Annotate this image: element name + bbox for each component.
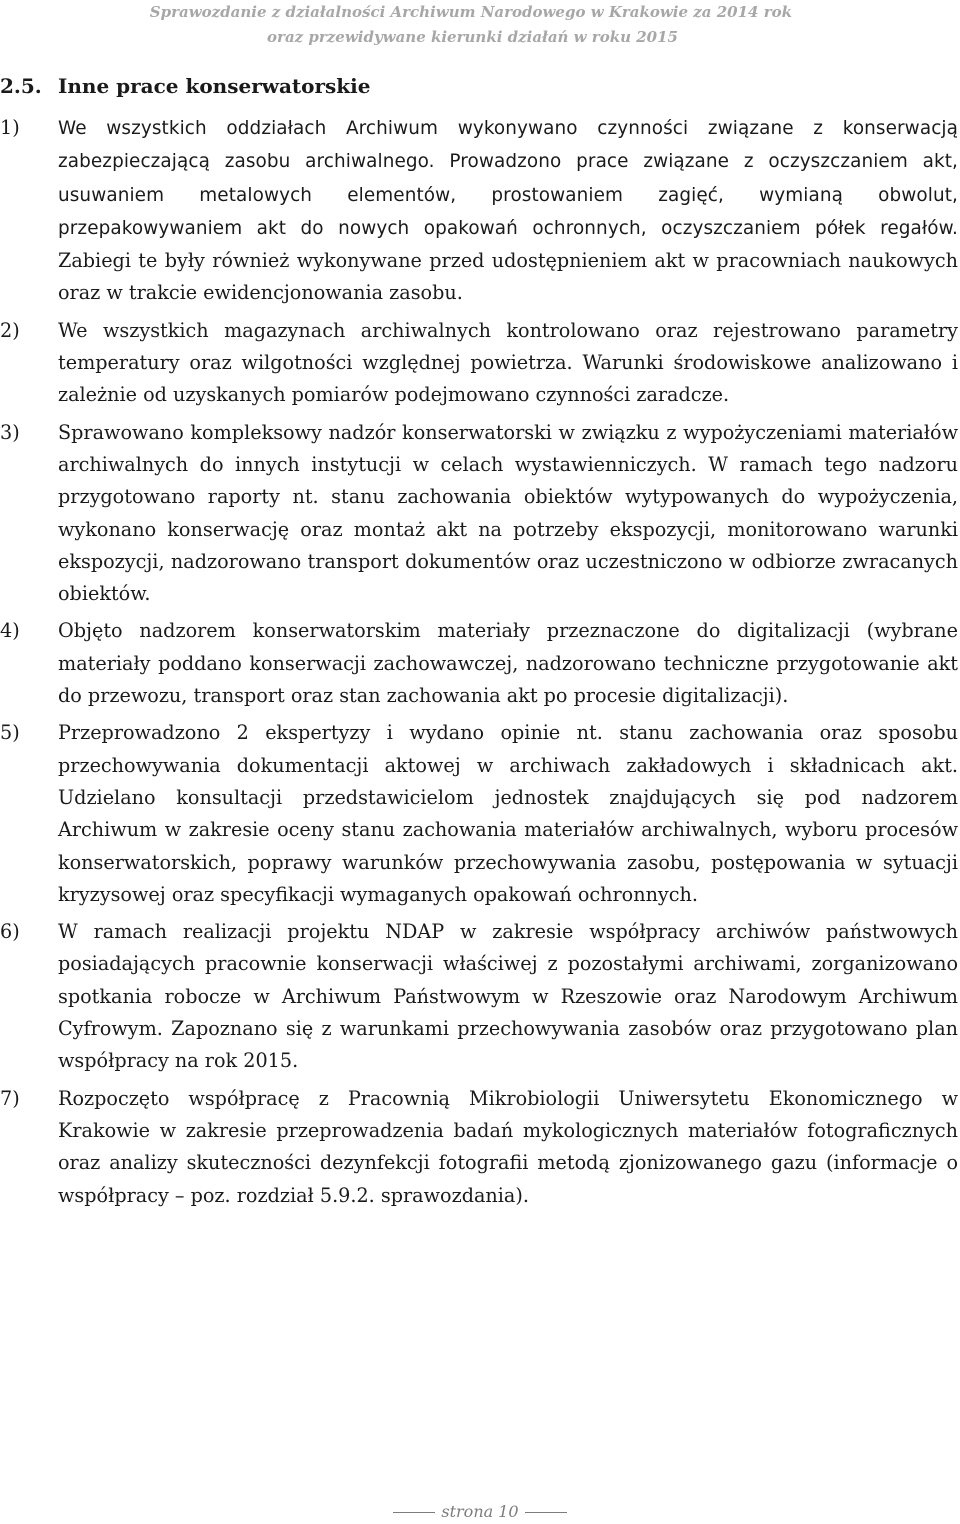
- list-item-text-part: Zabiegi te były również wykonywane przed udostępnieniem akt w pracowniach naukowych oraz w trakcie ewidencjonowania zasobu.: [58, 249, 958, 305]
- footer-dash-left: [393, 1512, 435, 1513]
- list-item-text: Przeprowadzono 2 ekspertyzy i wydano opinie nt. stanu zachowania oraz sposobu przechowywania dokumentacji aktowej w archiwach zakładowych i składnicach akt. Udzielano konsultacji przedstawicielom jednostek znajdujących się pod nadzorem Archiwum w zakresie oceny stanu zachowania materiałów archiwalnych, wyboru procesów konserwatorskich, poprawy warunków przechowywania zasobu, postępowania w sytuacji kryzysowej oraz specyfikacji wymaganych opakowań ochronnych.: [58, 721, 958, 906]
- list-item-text: [58, 315, 958, 412]
- section-title: Inne prace konserwatorskie: [58, 74, 371, 98]
- running-header: [0, 0, 960, 50]
- conservation-work-list: [0, 112, 958, 1217]
- list-item-text: Objęto nadzorem konserwatorskim materiały przeznaczone do digitalizacji (wybrane materiały poddano konserwacji zachowawczej, nadzorowano techniczne przygotowanie akt do przewozu, transport oraz stan zachowania akt po procesie digitalizacji).: [58, 619, 958, 708]
- list-item: [0, 417, 958, 611]
- list-item: [0, 315, 958, 412]
- list-item-text: Sprawowano kompleksowy nadzór konserwatorski w związku z wypożyczeniami materiałów archiwalnych do innych instytucji w celach wystawienniczych. W ramach tego nadzoru przygotowano raporty nt. stanu zachowania obiektów wytypowanych do wypożyczenia, wykonano konserwację oraz montaż akt na potrzeby ekspozycji, monitorowano warunki ekspozycji, nadzorowano transport dokumentów oraz uczestniczono w odbiorze zwracanych obiektów.: [58, 420, 958, 606]
- section-heading: [0, 74, 370, 98]
- list-item: [0, 717, 958, 911]
- list-item-marker: 4): [0, 619, 20, 643]
- list-item-text: W ramach realizacji projektu NDAP w zakresie współpracy archiwów państwowych posiadających pracownie konserwacji właściwej z pozostałymi archiwami, zorganizowano spotkania robocze w Archiwum Państwowym w Rzeszowie oraz Narodowym Archiwum Cyfrowym. Zapoznano się z warunkami przechowywania zasobów oraz przygotowano plan współpracy na rok 2015.: [58, 920, 958, 1073]
- section-number: 2.5.: [0, 74, 42, 98]
- list-item-marker: 2): [0, 318, 20, 342]
- list-item: [0, 112, 958, 310]
- list-item-text-part: We wszystkich magazynach archiwalnych kontrolowano oraz rejestrowano parametry temperatury oraz wilgotności względnej powietrza. Warunki środowiskowe analizowano i zależnie od uzyskanych pomiarów podejmowano czynności zaradcze.: [58, 318, 958, 407]
- header-title-line: Sprawozdanie z działalności Archiwum Narodowego w Krakowie za 2014 rok: [149, 3, 792, 21]
- list-item-marker: 3): [0, 420, 20, 444]
- list-item: [0, 615, 958, 712]
- list-item-marker: 1): [0, 116, 20, 139]
- list-item: [0, 1083, 958, 1212]
- list-item: [0, 916, 958, 1077]
- list-item-text: Rozpoczęto współpracę z Pracownią Mikrobiologii Uniwersytetu Ekonomicznego w Krakowie w zakresie przeprowadzenia badań mykologicznych materiałów fotograficznych oraz analizy skuteczności dezynfekcji fotografii metodą zjonizowanego gazu (informacje o współpracy – poz. rozdział 5.9.2. sprawozdania).: [58, 1086, 958, 1207]
- list-item-marker: 6): [0, 920, 20, 944]
- list-item-marker: 7): [0, 1086, 20, 1110]
- footer-dash-right: [525, 1512, 567, 1513]
- page-number: strona 10: [441, 1502, 519, 1521]
- list-item-marker: 5): [0, 721, 20, 745]
- list-item-text-part: Prowadzono prace związane z oczyszczaniem akt, usuwaniem metalowych elementów, prostowaniem zagięć, wymianą obwolut, przepakowywaniem akt do nowych opakowań ochronnych, oczyszczaniem półek regałów.: [58, 151, 958, 239]
- header-subtitle-line: oraz przewidywane kierunki działań w roku 2015: [267, 28, 678, 46]
- list-item-text-part: We wszystkich oddziałach Archiwum wykonywano czynności związane z konserwacją zabezpieczającą zasobu archiwalnego.: [58, 118, 958, 173]
- page-footer: [0, 1502, 960, 1521]
- list-item-text: [58, 112, 958, 310]
